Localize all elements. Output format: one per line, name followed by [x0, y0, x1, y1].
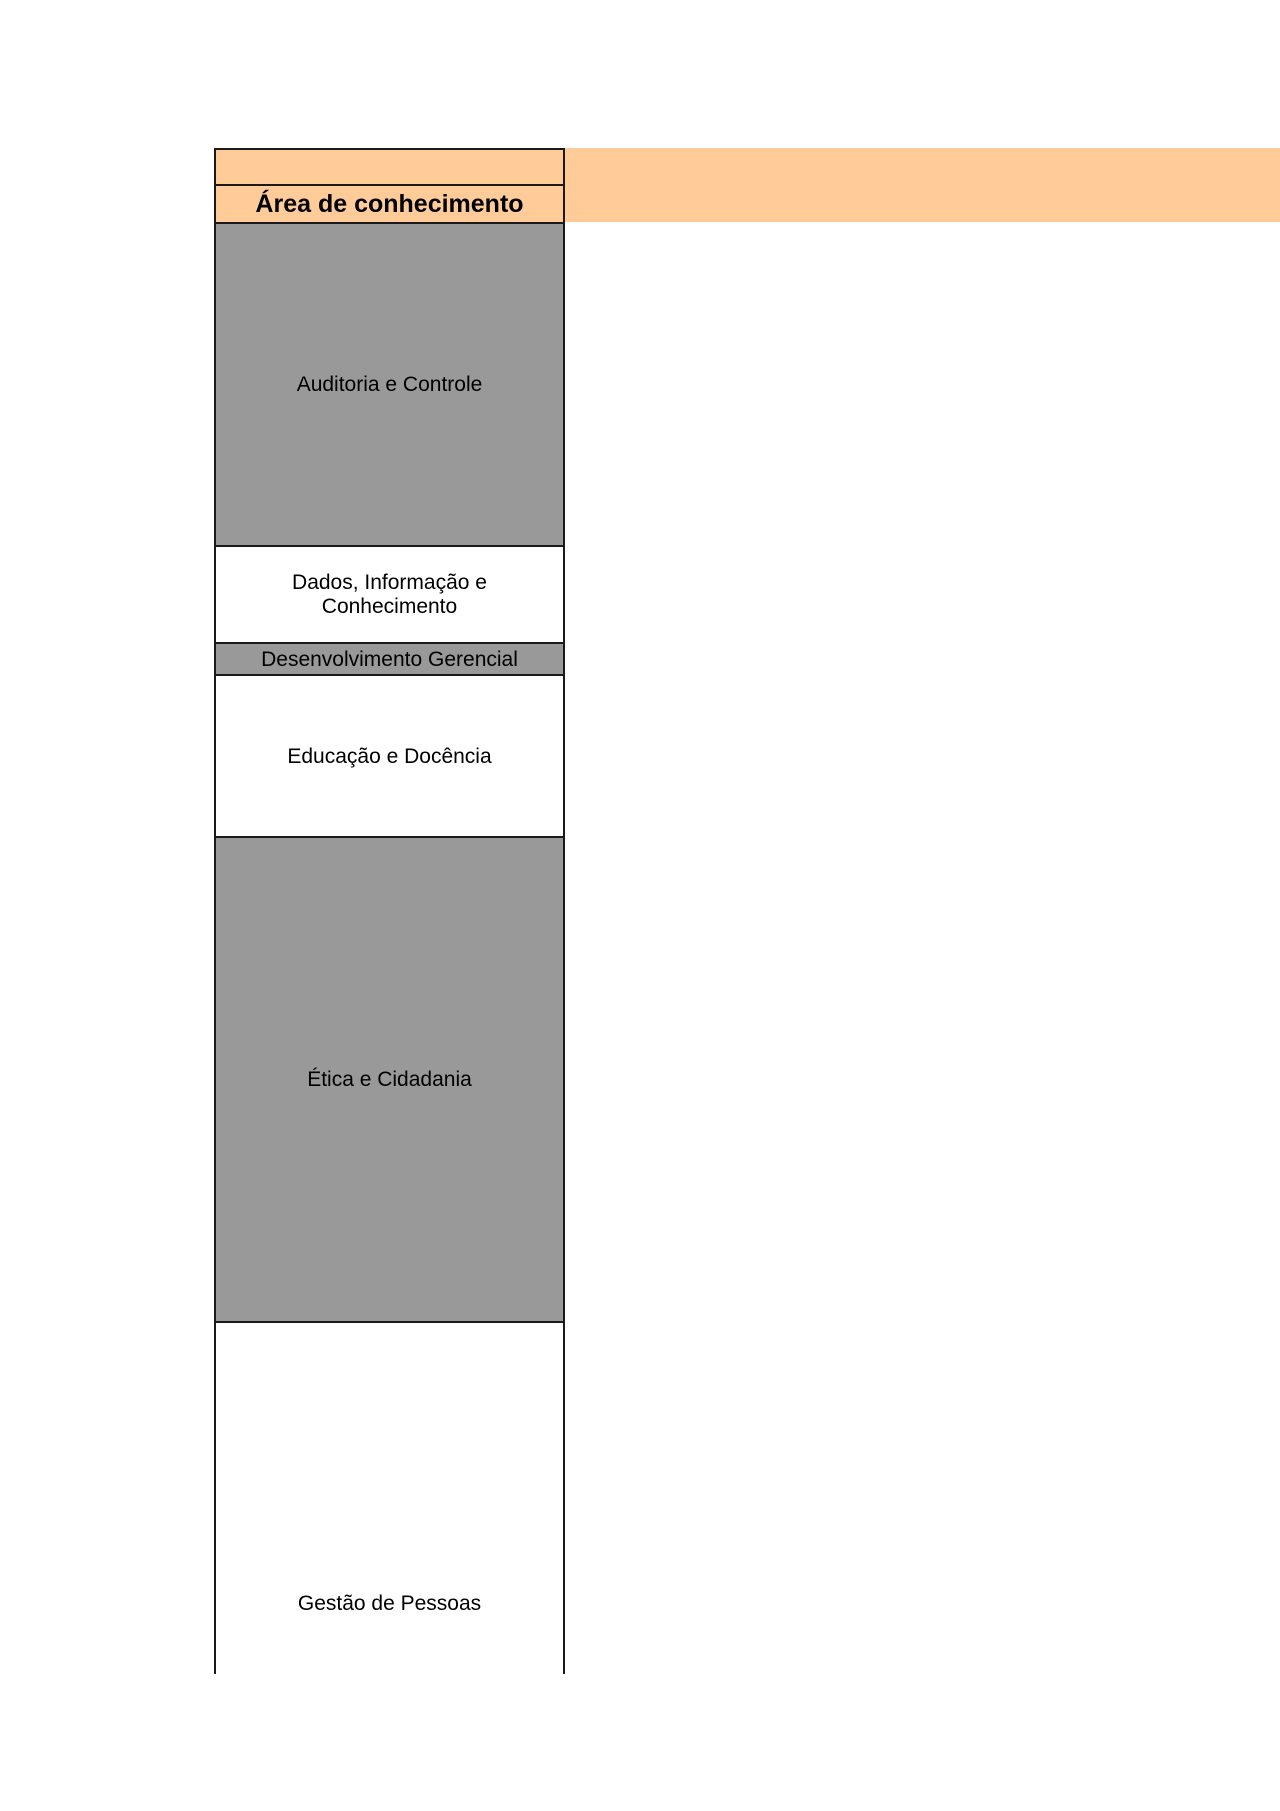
area-cell-educacao[interactable] [214, 674, 565, 837]
area-cell-label: Auditoria e Controle [296, 373, 483, 396]
area-cell-label: Ética e Cidadania [307, 1068, 472, 1091]
area-cell-label: Educação e Docência [287, 744, 492, 768]
area-cell-desenvolvimento[interactable] [214, 642, 565, 675]
header-blank-cell[interactable] [214, 148, 565, 185]
area-cell-auditoria[interactable] [214, 222, 565, 546]
area-cell-dados[interactable] [214, 545, 565, 643]
area-cell-label: Gestão de Pessoas [297, 1591, 482, 1615]
column-header-label: Área de conhecimento [255, 190, 524, 218]
area-cell-label: Desenvolvimento Gerencial [261, 647, 518, 671]
column-header-cell[interactable] [214, 184, 565, 222]
area-cell-label: Dados, Informação e Conhecimento [292, 571, 487, 618]
area-cell-gestao[interactable] [214, 1321, 565, 1674]
area-cell-etica[interactable] [214, 836, 565, 1322]
